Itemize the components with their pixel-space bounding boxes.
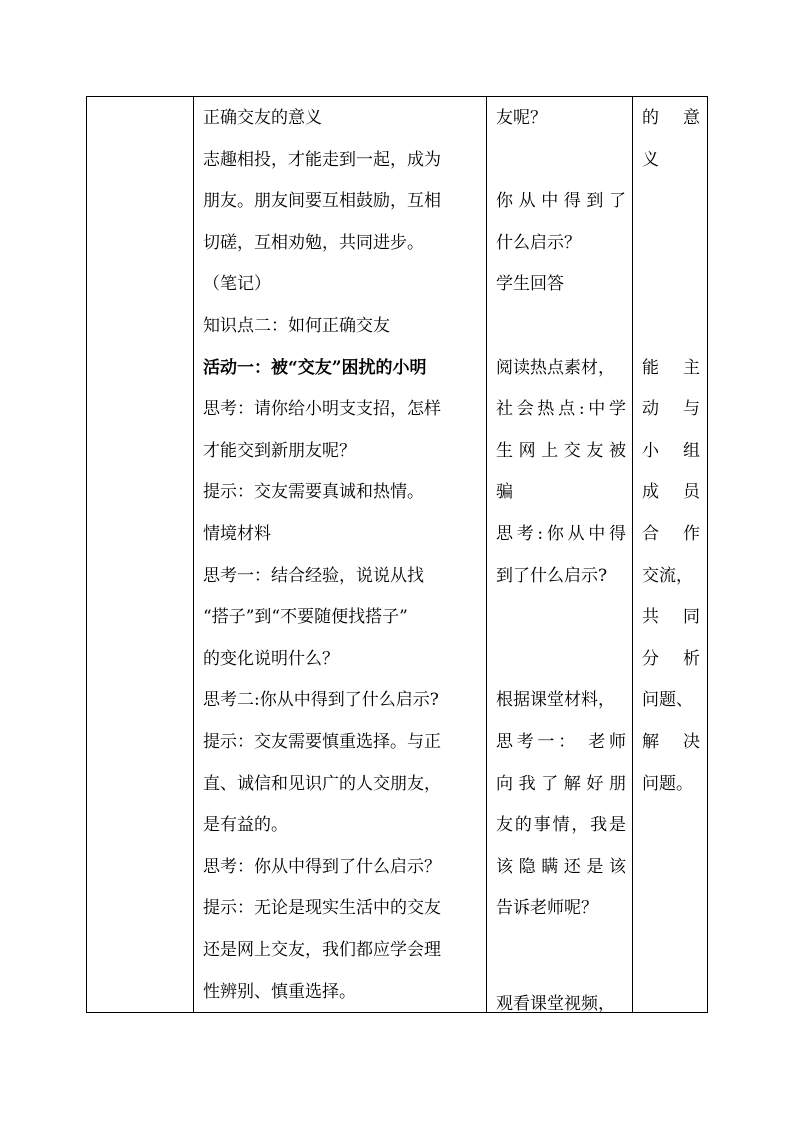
col4-text-line: 解 决	[642, 732, 700, 752]
col4-text-line: 小 组	[642, 440, 700, 461]
col2-text-line: 思考二:你从中得到了什么启示?	[203, 690, 439, 711]
column-divider	[193, 97, 194, 1012]
col3-text-line: 向我了解好朋	[496, 773, 626, 794]
col4-text-line: 问题、	[642, 690, 693, 711]
col2-text-line: 直、诚信和见识广的人交朋友，	[203, 773, 441, 794]
col2-text-line: “搭子”到“不要随便找搭子”	[203, 607, 408, 628]
student-activity-cell	[496, 97, 626, 1015]
col4-text-line: 的 意	[642, 108, 700, 128]
col3-text-line: 该隐瞒还是该	[496, 856, 626, 877]
col2-text-line: 切磋，互相劝勉，共同进步。	[203, 232, 424, 253]
col2-text-line: 的变化说明什么？	[203, 648, 339, 669]
col4-text-line: 成 员	[642, 482, 700, 503]
col4-text-line: 合 作	[642, 524, 700, 544]
design-intent-cell	[642, 97, 700, 1012]
col2-text-line: 思考：请你给小明支支招，怎样	[203, 399, 441, 420]
col2-text-line: 思考一：结合经验，说说从找	[203, 565, 424, 586]
col3-text-line: 什么启示？	[496, 232, 581, 253]
col2-text-line: 朋友。朋友间要互相鼓励，互相	[203, 191, 441, 212]
col2-text-line: 是有益的。	[203, 815, 288, 836]
lesson-plan-table	[86, 96, 708, 1013]
col2-text-line: 才能交到新朋友呢？	[203, 440, 356, 461]
col4-text-line: 共 同	[642, 607, 700, 628]
col3-text-line: 骗	[496, 482, 513, 503]
col2-text-line: 还是网上交友，我们都应学会理	[203, 940, 441, 960]
col3-text-line: 社会热点:中学	[496, 399, 626, 420]
col3-text-line: 思考一： 老师	[496, 732, 626, 752]
column-1-cell	[87, 97, 193, 1012]
col3-text-line: 根据课堂材料，	[496, 690, 615, 711]
col3-text-line: 思考:你从中得	[496, 524, 626, 544]
col3-text-line: 阅读热点素材，	[496, 357, 615, 378]
col3-text-line: 告诉老师呢？	[496, 898, 598, 919]
col3-text-line: 友的事情，我是	[496, 815, 626, 836]
col4-text-line: 分 析	[642, 648, 700, 669]
col2-text-line: 提示：交友需要慎重选择。与正	[203, 732, 441, 752]
col3-text-line: 友呢？	[496, 108, 547, 128]
teaching-content-cell	[203, 97, 483, 1012]
col3-text-line: 观看课堂视频，	[496, 994, 615, 1015]
col4-text-line: 动 与	[642, 399, 700, 420]
col2-text-line: 提示：无论是现实生活中的交友	[203, 898, 441, 919]
col2-text-line: 正确交友的意义	[203, 108, 322, 128]
column-divider	[486, 97, 487, 1012]
col2-text-line: 志趣相投，才能走到一起，成为	[203, 149, 441, 170]
col3-text-line: 你从中得到了	[496, 191, 626, 212]
col3-text-line: 生网上交友被	[496, 440, 626, 461]
col3-text-line: 到了什么启示?	[496, 565, 608, 586]
col4-text-line: 义	[642, 149, 659, 170]
col3-text-line: 学生回答	[496, 274, 564, 295]
col4-text-line: 问题。	[642, 773, 693, 794]
col2-text-line: 情境材料	[203, 524, 271, 544]
col4-text-line: 交流，	[642, 565, 693, 586]
col2-text-line: 思考：你从中得到了什么启示？	[203, 856, 441, 877]
col4-text-line: 能 主	[642, 357, 700, 378]
col2-text-line: 知识点二：如何正确交友	[203, 316, 390, 336]
column-divider	[632, 97, 633, 1012]
col2-text-line: 活动一：被“交友”困扰的小明	[203, 357, 427, 378]
col2-text-line: 性辨别、慎重选择。	[203, 981, 356, 1002]
col2-text-line: 提示：交友需要真诚和热情。	[203, 482, 424, 503]
col2-text-line: （笔记）	[203, 274, 271, 295]
